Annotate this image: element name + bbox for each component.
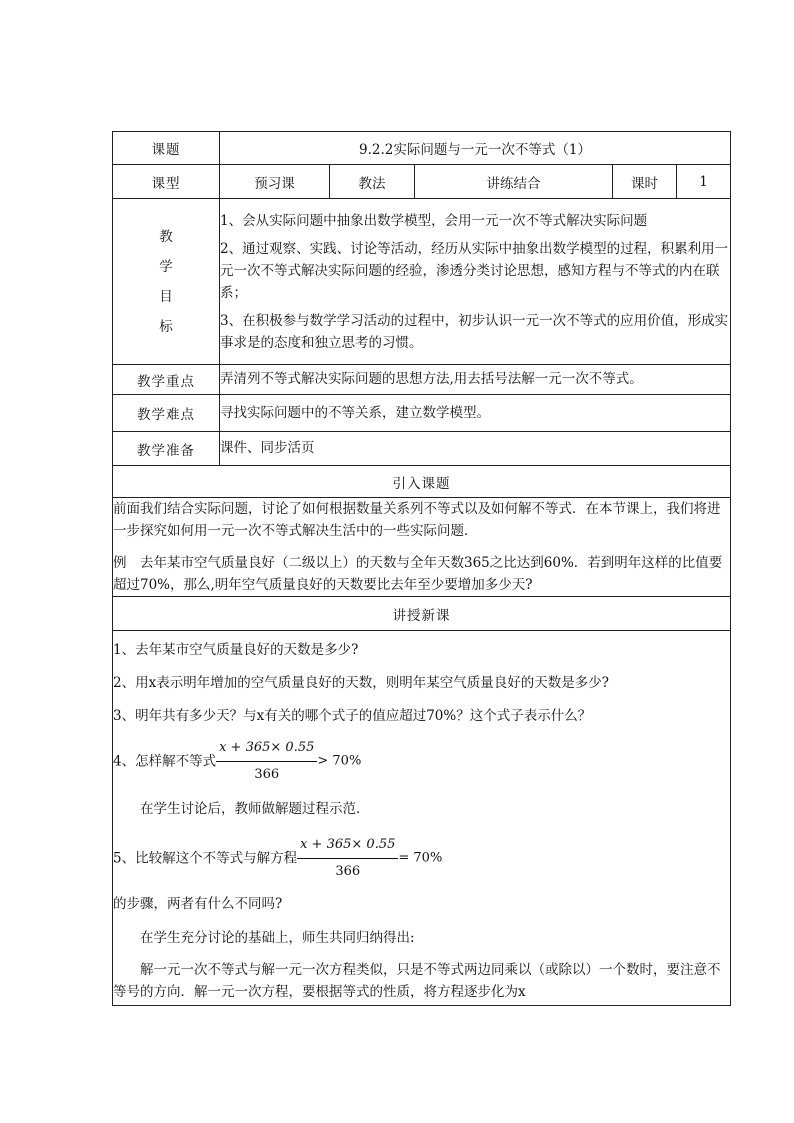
goals-label-char: 标: [159, 318, 173, 335]
fraction-denominator: 366: [254, 767, 280, 782]
goals-label-char: 学: [159, 258, 173, 275]
type-value: 预习课: [220, 165, 330, 199]
new-lesson-body-row: [113, 631, 731, 1006]
question-1: 1、去年某市空气质量良好的天数是多少?: [113, 642, 359, 658]
fraction-numerator: x + 365× 0.55: [216, 737, 317, 762]
goals-content: [220, 199, 731, 365]
question-4: [113, 737, 730, 786]
fraction-denominator: 366: [335, 864, 361, 879]
summary-intro: 在学生充分讨论的基础上，师生共同归纳得出:: [140, 930, 415, 946]
prep-value: 课件、同步活页: [220, 432, 731, 466]
hours-label: 课时: [613, 165, 677, 199]
key-point-row: [113, 365, 731, 395]
lesson-plan: [112, 131, 730, 1006]
example-paragraph: 例 去年某市空气质量良好（二级以上）的天数与全年天数365之比达到60%．若到明年这样的比值要超过70%，那么,明年空气质量良好的天数要比去年至少要增加多少天?: [113, 555, 723, 593]
goal-item: 2、通过观察、实践、讨论等活动，经历从实际中抽象出数学模型的过程，积累利用一元一次不等式解决实际问题的经验，渗透分类讨论思想，感知方程与不等式的内在联系；: [220, 240, 729, 301]
intro-body: [113, 498, 731, 597]
fraction: [297, 834, 398, 883]
question-5-suffix: = 70%: [398, 850, 443, 866]
key-point-value: 弄清列不等式解决实际问题的思想方法,用去括号法解一元一次不等式。: [220, 365, 731, 395]
prep-row: [113, 432, 731, 466]
question-4-prefix: 4、怎样解不等式: [113, 753, 217, 770]
goal-item: 3、在积极参与数学学习活动的过程中，初步认识一元一次不等式的应用价值，形成实事求是的态度和独立思考的习惯。: [220, 312, 729, 351]
intro-paragraph: 前面我们结合实际问题，讨论了如何根据数量关系列不等式以及如何解不等式．在本节课上，我们将进一步探究如何用一元一次不等式解决生活中的一些实际问题．: [113, 501, 721, 539]
prep-label: 教学准备: [113, 432, 220, 466]
new-lesson-title-row: [113, 597, 731, 631]
intro-title: 引入课题: [113, 466, 731, 498]
summary-paragraph: 解一元一次不等式与解一元一次方程类似，只是不等式两边同乘以（或除以）一个数时，要注意不等号的方向．解一元一次方程，要根据等式的性质，将方程逐步化为x: [113, 962, 721, 1000]
topic-label: 课题: [113, 132, 220, 165]
hours-value: 1: [677, 165, 731, 199]
type-row: [113, 165, 731, 199]
goals-label: [113, 199, 220, 365]
method-label: 教法: [330, 165, 415, 199]
fraction-numerator: x + 365× 0.55: [297, 834, 398, 859]
question-5-prefix: 5、比较解这个不等式与解方程: [113, 850, 298, 867]
key-point-label: 教学重点: [113, 365, 220, 395]
question-5: [113, 834, 730, 883]
method-value: 讲练结合: [415, 165, 613, 199]
topic-row: [113, 132, 731, 165]
question-4-suffix: > 70%: [317, 753, 362, 769]
fraction: [216, 737, 317, 786]
difficulty-value: 寻找实际问题中的不等关系，建立数学模型。: [220, 395, 731, 432]
question-2: 2、用x表示明年增加的空气质量良好的天数，则明年某空气质量良好的天数是多少?: [113, 675, 609, 691]
new-lesson-title: 讲授新课: [113, 597, 731, 631]
topic-value: 9.2.2实际问题与一元一次不等式（1）: [220, 132, 731, 165]
intro-title-row: [113, 466, 731, 498]
difficulty-row: [113, 395, 731, 432]
type-label: 课型: [113, 165, 220, 199]
difficulty-label: 教学难点: [113, 395, 220, 432]
intro-body-row: [113, 498, 731, 597]
lesson-plan-table: [112, 131, 731, 1006]
goals-label-char: 目: [159, 288, 173, 305]
new-lesson-body: [113, 631, 731, 1006]
question-5-continuation: 的步骤，两者有什么不同吗?: [113, 896, 283, 912]
goal-item: 1、会从实际问题中抽象出数学模型，会用一元一次不等式解决实际问题: [220, 212, 648, 229]
question-3: 3、明年共有多少天？与x有关的哪个式子的值应超过70%？这个式子表示什么？: [113, 708, 592, 724]
goals-label-char: 教: [159, 228, 173, 245]
goals-row: [113, 199, 731, 365]
teacher-demo-line: 在学生讨论后，教师做解题过程示范．: [140, 801, 370, 817]
